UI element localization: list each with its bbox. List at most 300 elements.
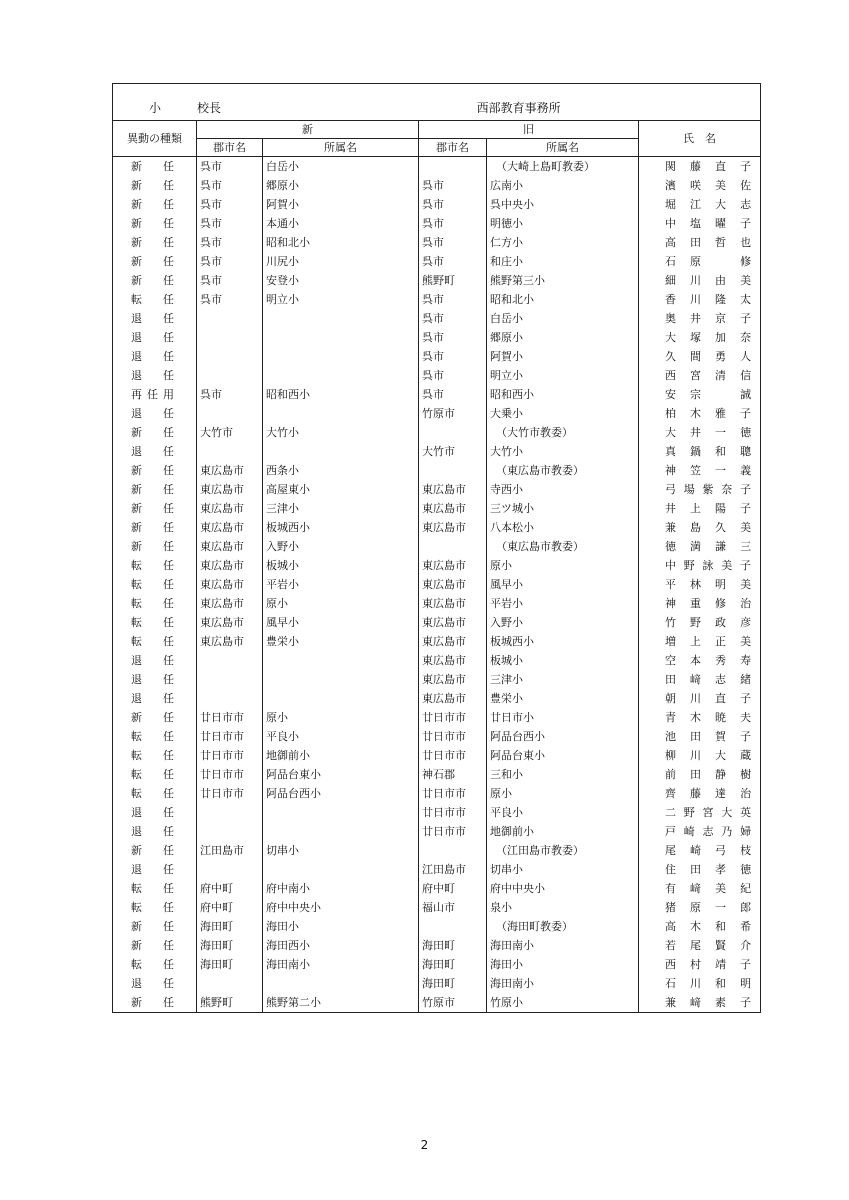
cell-new-school: 郷原小 [263,176,419,195]
header-name: 氏 名 [639,121,761,157]
cell-kind: 転 任 [113,746,197,765]
cell-new-city: 東広島市 [197,575,263,594]
cell-old-city [419,841,487,860]
table-row [113,537,761,556]
cell-old-school: 寺西小 [487,480,639,499]
cell-new-city: 呉市 [197,195,263,214]
cell-name: 戸崎志乃婦 [639,822,761,841]
cell-name: 神重修治 [639,594,761,613]
cell-old-city: 東広島市 [419,689,487,708]
table-title [113,84,761,121]
cell-new-city: 東広島市 [197,461,263,480]
table-row [113,442,761,461]
cell-new-city [197,328,263,347]
cell-old-school: 地御前小 [487,822,639,841]
header-row-1 [113,121,761,139]
cell-old-city: 廿日市市 [419,708,487,727]
title-category: 小 校長 [149,101,222,115]
cell-new-school: 原小 [263,708,419,727]
cell-new-city [197,442,263,461]
header-old: 旧 [419,121,639,139]
table-row [113,708,761,727]
cell-new-city [197,309,263,328]
cell-name: 香川隆太 [639,290,761,309]
cell-new-city: 海田町 [197,955,263,974]
cell-new-city: 廿日市市 [197,746,263,765]
cell-new-school: 板城西小 [263,518,419,537]
cell-new-school: 安登小 [263,271,419,290]
cell-old-city: 府中町 [419,879,487,898]
cell-kind: 退 任 [113,347,197,366]
cell-name: 大井一徳 [639,423,761,442]
table-row [113,993,761,1013]
cell-old-city: 呉市 [419,252,487,271]
cell-old-city: 東広島市 [419,499,487,518]
cell-new-school: 平岩小 [263,575,419,594]
table-row [113,784,761,803]
cell-old-school: 和庄小 [487,252,639,271]
cell-old-city [419,917,487,936]
cell-kind: 転 任 [113,727,197,746]
cell-old-school: 三和小 [487,765,639,784]
cell-new-city: 海田町 [197,936,263,955]
cell-new-city: 熊野町 [197,993,263,1013]
cell-name: 堀江大志 [639,195,761,214]
cell-old-school: （東広島市教委） [487,461,639,480]
cell-kind: 新 任 [113,917,197,936]
cell-new-city [197,347,263,366]
cell-kind: 新 任 [113,157,197,177]
cell-new-city: 大竹市 [197,423,263,442]
cell-new-school: 入野小 [263,537,419,556]
cell-new-city: 東広島市 [197,537,263,556]
table-row [113,195,761,214]
cell-kind: 新 任 [113,518,197,537]
cell-name: 弓場紫奈子 [639,480,761,499]
cell-new-school: 板城小 [263,556,419,575]
cell-name: 池田賀子 [639,727,761,746]
table-row [113,594,761,613]
cell-kind: 新 任 [113,461,197,480]
cell-old-city: 呉市 [419,366,487,385]
cell-old-city: 呉市 [419,309,487,328]
cell-kind: 転 任 [113,784,197,803]
table-row [113,309,761,328]
cell-kind: 新 任 [113,936,197,955]
cell-old-school: 平岩小 [487,594,639,613]
cell-old-city: 東広島市 [419,480,487,499]
cell-old-city: 廿日市市 [419,803,487,822]
cell-kind: 転 任 [113,898,197,917]
cell-kind: 新 任 [113,537,197,556]
table-row [113,613,761,632]
cell-old-school: 郷原小 [487,328,639,347]
cell-kind: 退 任 [113,366,197,385]
cell-new-school: 海田小 [263,917,419,936]
cell-new-city: 廿日市市 [197,708,263,727]
cell-old-school: 板城西小 [487,632,639,651]
cell-new-school: 阿品台西小 [263,784,419,803]
table-row [113,822,761,841]
table-row [113,157,761,177]
cell-old-school: 白岳小 [487,309,639,328]
cell-old-city: 海田町 [419,955,487,974]
cell-old-city: 呉市 [419,347,487,366]
cell-new-city: 呉市 [197,252,263,271]
cell-old-school: 海田南小 [487,974,639,993]
cell-kind: 新 任 [113,423,197,442]
cell-old-school: 原小 [487,784,639,803]
cell-new-school: 明立小 [263,290,419,309]
cell-old-city: 海田町 [419,974,487,993]
table-row [113,404,761,423]
cell-new-city: 東広島市 [197,556,263,575]
cell-new-school: 平良小 [263,727,419,746]
cell-old-city: 東広島市 [419,518,487,537]
table-row [113,233,761,252]
cell-kind: 新 任 [113,708,197,727]
table-row [113,632,761,651]
table-row [113,575,761,594]
cell-name: 奥井京子 [639,309,761,328]
table-row [113,499,761,518]
cell-old-city [419,157,487,177]
cell-name: 大塚加奈 [639,328,761,347]
table-title-row [113,84,761,121]
cell-old-city: 廿日市市 [419,727,487,746]
cell-name: 住田孝徳 [639,860,761,879]
cell-old-school: 昭和西小 [487,385,639,404]
cell-old-city [419,537,487,556]
cell-new-city: 府中町 [197,898,263,917]
cell-kind: 退 任 [113,442,197,461]
table-row [113,860,761,879]
cell-name: 石川和明 [639,974,761,993]
cell-old-city: 東広島市 [419,594,487,613]
cell-new-city: 呉市 [197,176,263,195]
table-row [113,955,761,974]
cell-old-city: 廿日市市 [419,784,487,803]
table-row [113,518,761,537]
table-row [113,689,761,708]
cell-kind: 転 任 [113,613,197,632]
cell-new-city: 呉市 [197,271,263,290]
cell-kind: 退 任 [113,328,197,347]
cell-new-city [197,974,263,993]
cell-new-school: 地御前小 [263,746,419,765]
cell-new-school: 川尻小 [263,252,419,271]
cell-kind: 転 任 [113,575,197,594]
cell-name: 齊藤達治 [639,784,761,803]
cell-new-school: 大竹小 [263,423,419,442]
cell-old-city: 江田島市 [419,860,487,879]
cell-old-city: 海田町 [419,936,487,955]
cell-new-city: 廿日市市 [197,765,263,784]
cell-old-city: 東広島市 [419,575,487,594]
cell-kind: 退 任 [113,974,197,993]
header-new: 新 [197,121,419,139]
cell-name: 石原 修 [639,252,761,271]
cell-kind: 転 任 [113,765,197,784]
cell-old-city: 呉市 [419,195,487,214]
cell-old-school: 海田小 [487,955,639,974]
cell-name: 高田哲也 [639,233,761,252]
cell-new-school: 熊野第二小 [263,993,419,1013]
cell-new-school [263,974,419,993]
cell-new-school: 切串小 [263,841,419,860]
cell-new-school [263,860,419,879]
cell-name: 前田静樹 [639,765,761,784]
cell-new-city: 江田島市 [197,841,263,860]
table-row [113,727,761,746]
cell-old-school: 廿日市小 [487,708,639,727]
cell-new-school: 昭和西小 [263,385,419,404]
cell-old-city: 呉市 [419,214,487,233]
cell-old-city: 呉市 [419,233,487,252]
cell-name: 西村靖子 [639,955,761,974]
cell-kind: 新 任 [113,841,197,860]
cell-name: 真鍋和聰 [639,442,761,461]
cell-new-school [263,309,419,328]
cell-name: 関藤直子 [639,157,761,177]
cell-new-school: 風早小 [263,613,419,632]
cell-new-city: 呉市 [197,157,263,177]
table-row [113,176,761,195]
cell-new-city [197,689,263,708]
cell-kind: 転 任 [113,594,197,613]
cell-new-city: 東広島市 [197,499,263,518]
cell-old-city: 廿日市市 [419,746,487,765]
cell-kind: 退 任 [113,860,197,879]
cell-kind: 転 任 [113,290,197,309]
cell-name: 増上正美 [639,632,761,651]
cell-kind: 転 任 [113,556,197,575]
cell-new-city [197,822,263,841]
cell-old-school: 入野小 [487,613,639,632]
cell-kind: 新 任 [113,195,197,214]
cell-old-city: 呉市 [419,176,487,195]
cell-new-school [263,366,419,385]
cell-new-city [197,803,263,822]
table-row [113,803,761,822]
cell-new-city: 東広島市 [197,613,263,632]
table-row [113,917,761,936]
cell-old-school: 明徳小 [487,214,639,233]
cell-new-city [197,366,263,385]
cell-name: 田﨑志緒 [639,670,761,689]
cell-old-school: 広南小 [487,176,639,195]
cell-old-school: 三津小 [487,670,639,689]
cell-new-school: 原小 [263,594,419,613]
table-row [113,271,761,290]
cell-name: 徳満謙三 [639,537,761,556]
cell-new-school: 本通小 [263,214,419,233]
cell-old-school: 明立小 [487,366,639,385]
table-row [113,214,761,233]
cell-old-school: （海田町教委） [487,917,639,936]
table-row [113,423,761,442]
cell-old-school: 豊栄小 [487,689,639,708]
cell-name: 久間勇人 [639,347,761,366]
table-row [113,290,761,309]
cell-new-school: 阿品台東小 [263,765,419,784]
cell-kind: 新 任 [113,271,197,290]
header-old-city: 郡市名 [419,139,487,157]
cell-old-school: 呉中央小 [487,195,639,214]
cell-new-school: 府中南小 [263,879,419,898]
cell-new-school [263,670,419,689]
cell-old-school: 大乗小 [487,404,639,423]
cell-name: 高木和希 [639,917,761,936]
cell-new-school: 昭和北小 [263,233,419,252]
cell-kind: 新 任 [113,993,197,1013]
cell-old-city: 竹原市 [419,404,487,423]
cell-old-city: 神石郡 [419,765,487,784]
header-new-city: 郡市名 [197,139,263,157]
cell-new-school: 海田西小 [263,936,419,955]
cell-new-school: 高屋東小 [263,480,419,499]
cell-old-city: 呉市 [419,328,487,347]
cell-old-school: 八本松小 [487,518,639,537]
table-row [113,556,761,575]
cell-kind: 新 任 [113,499,197,518]
cell-new-city: 海田町 [197,917,263,936]
cell-name: 細川由美 [639,271,761,290]
cell-old-school: 昭和北小 [487,290,639,309]
cell-name: 尾崎弓枝 [639,841,761,860]
cell-kind: 退 任 [113,651,197,670]
cell-old-school: 阿品台西小 [487,727,639,746]
cell-old-city: 東広島市 [419,670,487,689]
table-row [113,328,761,347]
cell-old-school: 平良小 [487,803,639,822]
cell-old-school: 大竹小 [487,442,639,461]
cell-new-city: 呉市 [197,290,263,309]
cell-new-city [197,404,263,423]
cell-kind: 再任用 [113,385,197,404]
table-row [113,841,761,860]
table-row [113,252,761,271]
cell-old-city: 大竹市 [419,442,487,461]
cell-new-school: 阿賀小 [263,195,419,214]
cell-new-school: 西条小 [263,461,419,480]
cell-kind: 退 任 [113,670,197,689]
cell-new-city: 呉市 [197,233,263,252]
table-row [113,461,761,480]
cell-new-city: 呉市 [197,214,263,233]
cell-name: 兼﨑素子 [639,993,761,1013]
cell-kind: 退 任 [113,803,197,822]
cell-new-school: 豊栄小 [263,632,419,651]
cell-new-city: 呉市 [197,385,263,404]
cell-new-school [263,651,419,670]
cell-new-city [197,670,263,689]
cell-old-school: 原小 [487,556,639,575]
cell-old-city: 東広島市 [419,651,487,670]
header-new-school: 所属名 [263,139,419,157]
table-row [113,480,761,499]
table-row [113,974,761,993]
cell-name: 有﨑美紀 [639,879,761,898]
cell-new-city: 東広島市 [197,518,263,537]
cell-new-school: 白岳小 [263,157,419,177]
cell-old-city: 東広島市 [419,632,487,651]
cell-name: 二野宮大英 [639,803,761,822]
cell-old-city: 竹原市 [419,993,487,1013]
table-row [113,366,761,385]
cell-kind: 新 任 [113,176,197,195]
cell-old-school: （東広島市教委） [487,537,639,556]
cell-old-school: 海田南小 [487,936,639,955]
cell-kind: 新 任 [113,252,197,271]
table-row [113,651,761,670]
cell-new-school [263,404,419,423]
cell-kind: 新 任 [113,214,197,233]
cell-new-school: 三津小 [263,499,419,518]
cell-name: 平林明美 [639,575,761,594]
cell-name: 猪原一郎 [639,898,761,917]
cell-old-city: 東広島市 [419,556,487,575]
table-row [113,746,761,765]
cell-name: 濱咲美佐 [639,176,761,195]
cell-kind: 転 任 [113,632,197,651]
cell-kind: 転 任 [113,879,197,898]
cell-old-school: 三ツ城小 [487,499,639,518]
cell-old-city: 福山市 [419,898,487,917]
cell-kind: 退 任 [113,822,197,841]
header-old-school: 所属名 [487,139,639,157]
cell-new-school [263,328,419,347]
cell-name: 朝川直子 [639,689,761,708]
cell-old-school: 板城小 [487,651,639,670]
cell-old-city: 熊野町 [419,271,487,290]
cell-new-school: 府中中央小 [263,898,419,917]
cell-name: 柏木雅子 [639,404,761,423]
cell-old-school: 熊野第三小 [487,271,639,290]
cell-old-city: 呉市 [419,385,487,404]
cell-name: 竹野政彦 [639,613,761,632]
cell-name: 安宗 誠 [639,385,761,404]
table-row [113,670,761,689]
cell-name: 神笠一義 [639,461,761,480]
cell-new-city: 東広島市 [197,632,263,651]
cell-new-city [197,651,263,670]
cell-new-school [263,442,419,461]
cell-name: 中塩曜子 [639,214,761,233]
cell-new-school [263,822,419,841]
cell-old-school: 阿品台東小 [487,746,639,765]
page-number: 2 [420,1138,429,1152]
cell-name: 井上陽子 [639,499,761,518]
cell-new-city [197,860,263,879]
cell-new-city: 東広島市 [197,480,263,499]
cell-old-city: 呉市 [419,290,487,309]
cell-old-city: 東広島市 [419,613,487,632]
cell-old-school: （大竹市教委） [487,423,639,442]
cell-kind: 新 任 [113,480,197,499]
cell-new-school [263,803,419,822]
cell-old-school: 府中中央小 [487,879,639,898]
cell-name: 兼島久美 [639,518,761,537]
table-row [113,347,761,366]
cell-new-school: 海田南小 [263,955,419,974]
cell-old-school: 竹原小 [487,993,639,1013]
cell-new-city: 東広島市 [197,594,263,613]
cell-new-school [263,347,419,366]
cell-old-school: 風早小 [487,575,639,594]
cell-new-school [263,689,419,708]
cell-kind: 退 任 [113,404,197,423]
